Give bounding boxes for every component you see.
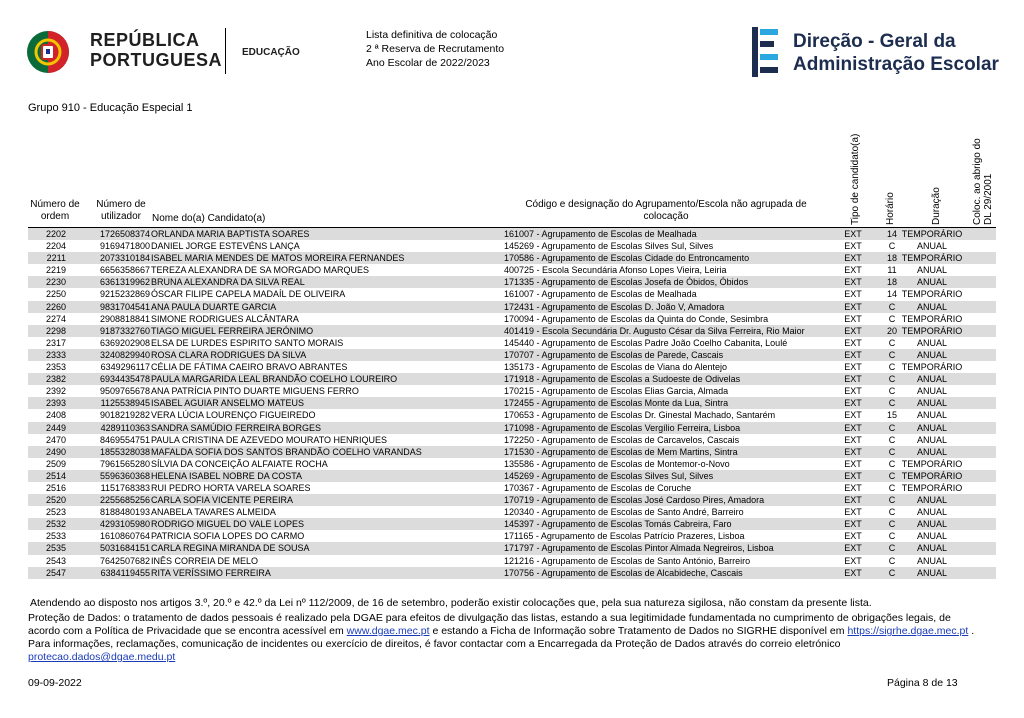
cell-escola: 172250 - Agrupamento de Escolas de Carcavelos, Cascais: [504, 434, 740, 445]
table-body: [28, 228, 996, 579]
cell-nome: PATRICIA SOFIA LOPES DO CARMO: [151, 531, 305, 542]
cell-duracao: ANUAL: [916, 410, 947, 421]
cell-ordem: 2516: [45, 482, 66, 493]
cell-utilizador: 8188480193: [99, 507, 150, 518]
cell-utilizador: 7642507682: [99, 555, 150, 566]
cell-escola: 170586 - Agrupamento de Escolas Cidade do Entroncamento: [504, 253, 750, 264]
cell-escola: 145269 - Agrupamento de Escolas Silves Sul, Silves: [504, 241, 714, 252]
cell-nome: ISABEL MARIA MENDES DE MATOS MOREIRA FERNANDES: [151, 253, 405, 264]
cell-horario: C: [888, 531, 896, 542]
cell-escola: 170215 - Agrupamento de Escolas Elias Garcia, Almada: [504, 386, 729, 397]
cell-tipo: EXT: [844, 374, 862, 385]
dgae-wordmark: [793, 30, 999, 76]
cell-ordem: 2470: [45, 434, 66, 445]
cell-utilizador: 1610860764: [99, 531, 150, 542]
cell-ordem: 2202: [45, 229, 66, 239]
cell-ordem: 2250: [45, 289, 66, 300]
cell-horario: C: [888, 301, 896, 312]
cell-duracao: ANUAL: [916, 337, 947, 348]
dgae-site-link[interactable]: www.dgae.mec.pt: [346, 625, 430, 637]
cell-horario: C: [888, 374, 896, 385]
cell-tipo: EXT: [844, 446, 862, 457]
cell-escola: 171098 - Agrupamento de Escolas Vergílio Ferreira, Lisboa: [504, 422, 741, 433]
cell-escola: 171530 - Agrupamento de Escolas de Mem Martins, Sintra: [504, 446, 738, 457]
cell-ordem: 2230: [45, 277, 66, 288]
cell-utilizador: 4289110363: [100, 422, 150, 433]
table-row: [28, 446, 996, 458]
cell-duracao: TEMPORÁRIO: [901, 253, 963, 264]
cell-ordem: 2211: [46, 253, 66, 264]
cell-utilizador: 1855328038: [99, 446, 150, 457]
cell-nome: BRUNA ALEXANDRA DA SILVA REAL: [151, 277, 305, 288]
cell-nome: VERA LÚCIA LOURENÇO FIGUEIREDO: [151, 410, 316, 421]
cell-duracao: TEMPORÁRIO: [901, 289, 963, 300]
cell-escola: 161007 - Agrupamento de Escolas de Mealhada: [504, 289, 697, 300]
cell-duracao: TEMPORÁRIO: [901, 470, 963, 481]
cell-nome: ORLANDA MARIA BAPTISTA SOARES: [151, 229, 310, 239]
table-row: [28, 349, 996, 361]
cell-horario: 14: [886, 289, 897, 300]
cell-tipo: EXT: [844, 325, 862, 336]
cell-nome: DANIEL JORGE ESTEVÉNS LANÇA: [151, 241, 300, 252]
cell-horario: 20: [886, 325, 897, 336]
cell-horario: C: [888, 398, 896, 409]
cell-ordem: 2490: [45, 446, 66, 457]
cell-utilizador: 2255685256: [99, 495, 150, 506]
cell-utilizador: 1151768383: [100, 482, 150, 493]
cell-horario: C: [888, 362, 896, 373]
dgae-line1: Direção - Geral da: [793, 31, 956, 52]
cell-horario: C: [888, 458, 896, 469]
republica-line1: REPÚBLICA: [90, 30, 200, 50]
cell-tipo: EXT: [844, 482, 862, 493]
cell-ordem: 2509: [45, 458, 66, 469]
table-row: [28, 470, 996, 482]
cell-tipo: EXT: [844, 265, 862, 276]
cell-tipo: EXT: [844, 567, 862, 578]
cell-tipo: EXT: [844, 543, 862, 554]
cell-nome: ROSA CLARA RODRIGUES DA SILVA: [151, 349, 307, 360]
table-row: [28, 385, 996, 397]
cell-ordem: 2333: [45, 349, 66, 360]
cell-tipo: EXT: [844, 386, 862, 397]
cell-tipo: EXT: [844, 337, 862, 348]
cell-utilizador: 9169471800: [99, 241, 150, 252]
cell-tipo: EXT: [844, 241, 862, 252]
cell-horario: C: [888, 422, 896, 433]
cell-utilizador: 5031684151: [99, 543, 150, 554]
cell-escola: 401419 - Escola Secundária Dr. Augusto César da Silva Ferreira, Rio Maior: [504, 325, 805, 336]
cell-utilizador: 9509765678: [99, 386, 150, 397]
header-escola: Código e designação do Agrupamento/Escola não agrupada de colocação: [525, 199, 807, 222]
cell-ordem: 2392: [45, 386, 66, 397]
cell-utilizador: 9018219282: [99, 410, 150, 421]
cell-nome: TIAGO MIGUEL FERREIRA JERÓNIMO: [151, 325, 314, 336]
cell-duracao: ANUAL: [916, 241, 947, 252]
cell-duracao: ANUAL: [916, 507, 947, 518]
cell-duracao: TEMPORÁRIO: [901, 229, 963, 239]
cell-escola: 170719 - Agrupamento de Escolas José Cardoso Pires, Amadora: [504, 495, 765, 506]
document-title-block: [366, 28, 504, 70]
cell-ordem: 2408: [45, 410, 66, 421]
cell-duracao: ANUAL: [916, 567, 947, 578]
cell-tipo: EXT: [844, 470, 862, 481]
cell-escola: 145269 - Agrupamento de Escolas Silves Sul, Silves: [504, 470, 714, 481]
cell-tipo: EXT: [844, 519, 862, 530]
table-row: [28, 276, 996, 288]
cell-nome: RUI PEDRO HORTA VARELA SOARES: [151, 482, 311, 493]
cell-tipo: EXT: [844, 398, 862, 409]
cell-escola: 170756 - Agrupamento de Escolas de Alcabideche, Cascais: [504, 567, 743, 578]
cell-escola: 400725 - Escola Secundária Afonso Lopes Vieira, Leiria: [504, 265, 727, 276]
cell-tipo: EXT: [844, 313, 862, 324]
cell-duracao: TEMPORÁRIO: [901, 362, 963, 373]
footer-date: 09-09-2022: [28, 677, 82, 689]
table-row: [28, 288, 996, 300]
table-header: [28, 113, 996, 227]
republica-line2: PORTUGUESA: [90, 50, 223, 70]
cell-nome: ANA PAULA DUARTE GARCIA: [151, 301, 277, 312]
cell-ordem: 2532: [45, 519, 66, 530]
confidentiality-note: Atendendo ao disposto nos artigos 3.º, 20.º e 42.º da Lei nº 112/2009, de 16 de setembro, poderão existir colocações que, pela sua natureza sigilosa, não constam da presente lista.: [30, 597, 872, 609]
republica-logo-icon: [26, 28, 78, 76]
cell-horario: 15: [886, 410, 897, 421]
cell-ordem: 2353: [45, 362, 66, 373]
cell-duracao: ANUAL: [916, 531, 947, 542]
cell-duracao: TEMPORÁRIO: [901, 458, 963, 469]
footer-page-number: Página 8 de 13: [887, 677, 958, 689]
cell-horario: C: [888, 507, 896, 518]
cell-duracao: ANUAL: [916, 374, 947, 385]
cell-tipo: EXT: [844, 277, 862, 288]
cell-tipo: EXT: [844, 434, 862, 445]
cell-utilizador: 6369202908: [99, 337, 150, 348]
cell-horario: C: [888, 555, 896, 566]
table-row: [28, 434, 996, 446]
table-row: [28, 458, 996, 470]
cell-nome: SÍLVIA DA CONCEIÇÃO ALFAIATE ROCHA: [151, 458, 328, 469]
cell-tipo: EXT: [844, 301, 862, 312]
cell-tipo: EXT: [844, 349, 862, 360]
table-row: [28, 337, 996, 349]
cell-escola: 172431 - Agrupamento de Escolas D. João V, Amadora: [504, 301, 725, 312]
cell-nome: MAFALDA SOFIA DOS SANTOS BRANDÃO COELHO VARANDAS: [151, 446, 422, 457]
table-row: [28, 506, 996, 518]
cell-tipo: EXT: [844, 410, 862, 421]
cell-utilizador: 4293105980: [99, 519, 150, 530]
cell-duracao: ANUAL: [916, 519, 947, 530]
cell-tipo: EXT: [844, 422, 862, 433]
cell-tipo: EXT: [844, 531, 862, 542]
cell-horario: 11: [887, 265, 897, 276]
cell-ordem: 2317: [45, 337, 66, 348]
table-row: [28, 252, 996, 264]
cell-tipo: EXT: [844, 555, 862, 566]
cell-horario: 18: [886, 277, 897, 288]
cell-nome: CÉLIA DE FÁTIMA CAEIRO BRAVO ABRANTES: [151, 362, 348, 373]
cell-ordem: 2533: [45, 531, 66, 542]
header-duracao: Duração: [931, 187, 942, 225]
cell-escola: 120340 - Agrupamento de Escolas de Santo André, Barreiro: [504, 507, 744, 518]
cell-escola: 171797 - Agrupamento de Escolas Pintor Almada Negreiros, Lisboa: [504, 543, 774, 554]
cell-utilizador: 6361319962: [99, 277, 150, 288]
cell-ordem: 2547: [45, 567, 66, 578]
cell-duracao: ANUAL: [916, 301, 947, 312]
cell-horario: 14: [886, 229, 897, 239]
cell-utilizador: 9215232869: [99, 289, 150, 300]
cell-nome: SANDRA SAMÚDIO FERREIRA BORGES: [151, 422, 322, 433]
cell-escola: 145440 - Agrupamento de Escolas Padre João Coelho Cabanita, Loulé: [504, 337, 788, 348]
cell-utilizador: 6934435478: [99, 374, 150, 385]
cell-tipo: EXT: [844, 289, 862, 300]
cell-duracao: ANUAL: [916, 434, 947, 445]
table-row: [28, 482, 996, 494]
cell-ordem: 2535: [45, 543, 66, 554]
doc-title: Lista definitiva de colocação: [366, 29, 498, 41]
header-nome: Nome do(a) Candidato(a): [152, 213, 266, 224]
privacy-note: Proteção de Dados: o tratamento de dados pessoais é realizado pela DGAE para efeitos de divulgação das listas, estando a sua legitimidade fundamentada no cumprimento de obrigações legais, de acordo com a Política de Privacidade que se encontra acessível em www.dgae.mec.pt e estando a Ficha de Informação sobre Tratamento de Dados no SIGRHE disponível em https://sigrhe.dgae.mec.pt . Para informações, reclamações, comunicação de incidentes ou exercício de direitos, é favor contactar com a Encarregada da Proteção de Dados através do correio eletrónico protecao.dados@dgae.medu.pt: [28, 612, 975, 663]
cell-tipo: EXT: [844, 507, 862, 518]
table-row: [28, 228, 996, 240]
cell-ordem: 2449: [45, 422, 66, 433]
header-tipo: Tipo de candidato(a): [850, 133, 861, 225]
cell-escola: 135173 - Agrupamento de Escolas de Viana do Alentejo: [504, 362, 728, 373]
cell-ordem: 2260: [45, 301, 66, 312]
cell-escola: 161007 - Agrupamento de Escolas de Mealhada: [504, 229, 697, 239]
cell-ordem: 2543: [45, 555, 66, 566]
cell-ordem: 2204: [45, 241, 66, 252]
cell-duracao: ANUAL: [916, 495, 947, 506]
republica-portuguesa-wordmark: [90, 30, 222, 70]
cell-utilizador: 5596360368: [99, 470, 150, 481]
table-row: [28, 422, 996, 434]
header-horario: Horário: [885, 192, 896, 225]
cell-ordem: 2520: [45, 495, 66, 506]
cell-escola: 171165 - Agrupamento de Escolas Patrício Prazeres, Lisboa: [504, 531, 745, 542]
educacao-label: EDUCAÇÃO: [242, 47, 300, 58]
doc-year: Ano Escolar de 2022/2023: [366, 57, 490, 69]
cell-nome: ANA PATRÍCIA PINTO DUARTE MIGUENS FERRO: [151, 386, 359, 397]
cell-utilizador: 2073310184: [99, 253, 150, 264]
cell-escola: 145397 - Agrupamento de Escolas Tomás Cabreira, Faro: [504, 519, 732, 530]
cell-horario: C: [888, 241, 896, 252]
table-row: [28, 264, 996, 276]
table-row: [28, 397, 996, 409]
cell-horario: C: [888, 349, 896, 360]
cell-nome: ISABEL AGUIAR ANSELMO MATEUS: [151, 398, 305, 409]
cell-horario: C: [888, 543, 896, 554]
table-row: [28, 555, 996, 567]
header-divider: [225, 28, 226, 74]
cell-duracao: ANUAL: [916, 386, 947, 397]
dgae-line2: Administração Escolar: [793, 54, 999, 75]
cell-ordem: 2298: [45, 325, 66, 336]
header-ordem: Número de ordem: [30, 199, 80, 222]
cell-escola: 172455 - Agrupamento de Escolas Monte da Lua, Sintra: [504, 398, 729, 409]
cell-nome: INÊS CORREIA DE MELO: [151, 555, 259, 566]
cell-horario: C: [888, 495, 896, 506]
table-row: [28, 313, 996, 325]
cell-nome: PAULA CRISTINA DE AZEVEDO MOURATO HENRIQUES: [151, 434, 388, 445]
cell-utilizador: 6349296117: [100, 362, 150, 373]
cell-ordem: 2382: [45, 374, 66, 385]
cell-utilizador: 7961565280: [99, 458, 150, 469]
table-row: [28, 494, 996, 506]
cell-duracao: TEMPORÁRIO: [901, 313, 963, 324]
dgae-logo-icon: [752, 27, 780, 77]
cell-utilizador: 2908818841: [99, 313, 150, 324]
header-coloc: Coloc. ao abrigo do DL 29/2001: [972, 138, 994, 225]
cell-ordem: 2219: [45, 265, 66, 276]
cell-duracao: TEMPORÁRIO: [901, 325, 963, 336]
cell-escola: 170707 - Agrupamento de Escolas de Parede, Cascais: [504, 349, 724, 360]
cell-duracao: TEMPORÁRIO: [901, 482, 963, 493]
table-row: [28, 530, 996, 542]
cell-horario: C: [888, 434, 896, 445]
table-row: [28, 409, 996, 421]
cell-nome: ELSA DE LURDES ESPIRITO SANTO MORAIS: [151, 337, 344, 348]
header-utilizador: Número de utilizador: [96, 199, 146, 222]
cell-escola: 170653 - Agrupamento de Escolas Dr. Ginestal Machado, Santarém: [504, 410, 776, 421]
table-row: [28, 240, 996, 252]
table-row: [28, 518, 996, 530]
cell-duracao: ANUAL: [916, 398, 947, 409]
cell-ordem: 2393: [45, 398, 66, 409]
cell-tipo: EXT: [844, 458, 862, 469]
cell-duracao: ANUAL: [916, 422, 947, 433]
cell-tipo: EXT: [844, 229, 862, 239]
cell-duracao: ANUAL: [916, 265, 947, 276]
cell-nome: TEREZA ALEXANDRA DE SA MORGADO MARQUES: [151, 265, 370, 276]
cell-escola: 170094 - Agrupamento de Escolas da Quinta do Conde, Sesimbra: [504, 313, 769, 324]
cell-horario: C: [888, 386, 896, 397]
cell-utilizador: 9187332760: [99, 325, 150, 336]
cell-nome: CARLA REGINA MIRANDA DE SOUSA: [151, 543, 310, 554]
cell-horario: C: [888, 567, 896, 578]
sigrhe-link[interactable]: https://sigrhe.dgae.mec.pt: [847, 625, 969, 637]
cell-duracao: ANUAL: [916, 446, 947, 457]
cell-ordem: 2274: [45, 313, 66, 324]
cell-horario: C: [888, 482, 896, 493]
cell-escola: 135586 - Agrupamento de Escolas de Montemor-o-Novo: [504, 458, 730, 469]
cell-duracao: ANUAL: [916, 277, 947, 288]
table-row: [28, 542, 996, 554]
cell-utilizador: 6656358667: [99, 265, 150, 276]
table-row: [28, 373, 996, 385]
cell-ordem: 2523: [45, 507, 66, 518]
cell-nome: PAULA MARGARIDA LEAL BRANDÃO COELHO LOUREIRO: [151, 374, 398, 385]
cell-utilizador: 3240829940: [99, 349, 150, 360]
table-row: [28, 301, 996, 313]
cell-nome: ÓSCAR FILIPE CAPELA MADAÍL DE OLIVEIRA: [151, 289, 346, 300]
cell-duracao: ANUAL: [916, 543, 947, 554]
cell-duracao: ANUAL: [916, 555, 947, 566]
cell-horario: C: [888, 337, 896, 348]
cell-nome: RITA VERÍSSIMO FERREIRA: [151, 567, 271, 578]
table-row: [28, 361, 996, 373]
cell-tipo: EXT: [844, 253, 862, 264]
cell-horario: C: [888, 519, 896, 530]
cell-utilizador: 9831704541: [99, 301, 150, 312]
cell-horario: C: [888, 470, 896, 481]
data-protection-email-link[interactable]: protecao.dados@dgae.medu.pt: [28, 651, 176, 663]
cell-nome: HELENA ISABEL NOBRE DA COSTA: [151, 470, 303, 481]
table-row: [28, 325, 996, 337]
cell-utilizador: 1726508374: [99, 229, 150, 239]
cell-horario: 18: [886, 253, 897, 264]
cell-utilizador: 1125538945: [100, 398, 150, 409]
cell-tipo: EXT: [844, 362, 862, 373]
cell-escola: 171918 - Agrupamento de Escolas a Sudoeste de Odivelas: [504, 374, 741, 385]
cell-horario: C: [888, 313, 896, 324]
cell-nome: ANABELA TAVARES ALMEIDA: [151, 507, 276, 518]
cell-nome: SIMONE RODRIGUES ALCÂNTARA: [151, 313, 299, 324]
group-title: Grupo 910 - Educação Especial 1: [28, 102, 193, 114]
cell-utilizador: 6384119455: [100, 567, 150, 578]
cell-utilizador: 8469554751: [99, 434, 150, 445]
cell-escola: 121216 - Agrupamento de Escolas de Santo António, Barreiro: [504, 555, 751, 566]
cell-escola: 170367 - Agrupamento de Escolas de Coruche: [504, 482, 692, 493]
cell-tipo: EXT: [844, 495, 862, 506]
cell-nome: RODRIGO MIGUEL DO VALE LOPES: [151, 519, 305, 530]
cell-escola: 171335 - Agrupamento de Escolas Josefa de Óbidos, Óbidos: [504, 277, 749, 288]
cell-nome: CARLA SOFIA VICENTE PEREIRA: [151, 495, 294, 506]
cell-horario: C: [888, 446, 896, 457]
doc-reserve: 2 ª Reserva de Recrutamento: [366, 43, 505, 55]
cell-ordem: 2514: [45, 470, 66, 481]
cell-duracao: ANUAL: [916, 349, 947, 360]
table-row: [28, 567, 996, 579]
